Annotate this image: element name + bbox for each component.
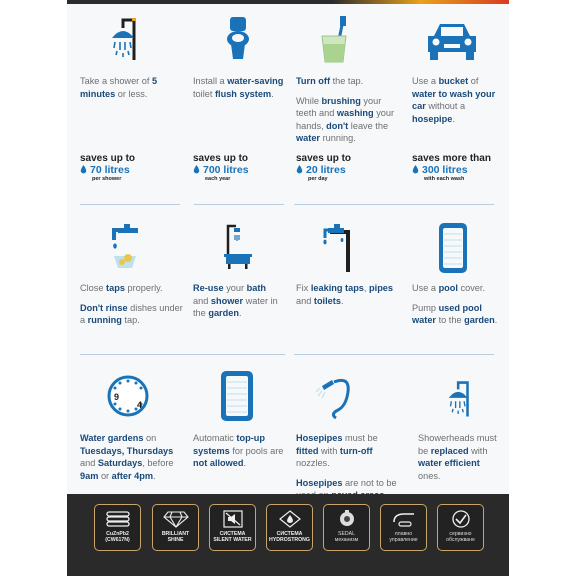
badge-label: плавно управление — [389, 531, 418, 543]
tip-shower: Take a shower of 5 minutes or less. — [80, 76, 158, 99]
tip-pool: Use a pool cover. Pump used pool water to the garden. — [412, 283, 498, 325]
row-divider — [80, 354, 285, 355]
water-drop-icon — [277, 510, 303, 528]
top-color-bar — [67, 0, 509, 4]
dripping-tap-icon — [108, 222, 142, 272]
tip-taps: Close taps properly. Don't rinse dishes under a running tap. — [80, 283, 183, 325]
clock-number-4: 4 — [137, 400, 143, 410]
shower-icon — [104, 14, 144, 60]
badge-shine — [152, 504, 199, 551]
water-drop-icon — [412, 165, 419, 174]
saving-tap: saves up to 20 litres per day — [296, 153, 352, 182]
badge-label: CuZnPb2 (CW617N) — [105, 531, 130, 543]
layers-icon — [105, 510, 131, 528]
check-icon — [448, 510, 474, 528]
hose-icon — [316, 372, 356, 422]
badge-material — [94, 504, 141, 551]
tip-tap: Turn off the tap. While brushing your teeth and washing your hands, don't leave the water running. — [296, 76, 395, 143]
tip-car: Use a bucket of water to wash your car without a hosepipe. — [412, 76, 496, 124]
clock-number-9: 9 — [114, 392, 120, 402]
tip-garden: Water gardens on Tuesdays, Thursdays and Saturdays, before 9am or after 4pm. — [80, 433, 174, 481]
row-divider — [294, 354, 494, 355]
clock-icon — [106, 374, 150, 418]
row-divider — [80, 204, 180, 205]
saving-shower: saves up to 70 litres per shower — [80, 153, 136, 182]
badge-label: сервизно обслужване — [446, 531, 475, 543]
row-divider — [294, 204, 494, 205]
badge-hydro — [266, 504, 313, 551]
cartridge-icon — [334, 510, 360, 528]
leaking-tap-icon — [320, 222, 354, 272]
tip-showerheads: Showerheads must be replaced with water efficient ones. — [418, 433, 497, 481]
badge-label: СИСТЕМА SILENT WATER — [213, 531, 252, 543]
pool-icon — [220, 370, 254, 422]
badge-label: SEDAL механизм — [334, 531, 359, 543]
tip-topup: Automatic top-up systems for pools are not allowed. — [193, 433, 284, 468]
feature-bar — [67, 494, 509, 576]
row-divider — [194, 204, 284, 205]
tip-bath: Re-use your bath and shower water in the garden. — [193, 283, 278, 318]
saving-toilet: saves up to 700 litres each year — [193, 153, 249, 182]
shower-icon — [442, 374, 476, 420]
pool-icon — [438, 222, 468, 274]
bathtub-icon — [222, 222, 254, 272]
tip-hose: Hosepipes must be fitted with turn-off nozzles. Hosepipes are not to be — [296, 433, 397, 488]
tip-toilet: Install a water-saving toilet flush system. — [193, 76, 284, 99]
badge-service — [437, 504, 484, 551]
saving-car: saves more than 300 litres with each wash — [412, 153, 491, 182]
water-drop-icon — [193, 165, 200, 174]
toilet-icon — [223, 15, 253, 63]
badge-silent — [209, 504, 256, 551]
water-drop-icon — [80, 165, 87, 174]
diamond-icon — [163, 510, 189, 528]
badge-label: СИСТЕМА HYDROSTRONG — [269, 531, 310, 543]
badge-control — [380, 504, 427, 551]
water-drop-icon — [296, 165, 303, 174]
car-icon — [424, 20, 480, 62]
tip-leaks: Fix leaking taps, pipes and toilets. — [296, 283, 394, 306]
toothbrush-glass-icon — [318, 14, 352, 64]
mute-icon — [220, 510, 246, 528]
badge-label: BRILLIANT SHINE — [161, 531, 190, 543]
badge-sedal — [323, 504, 370, 551]
faucet-icon — [391, 510, 417, 528]
